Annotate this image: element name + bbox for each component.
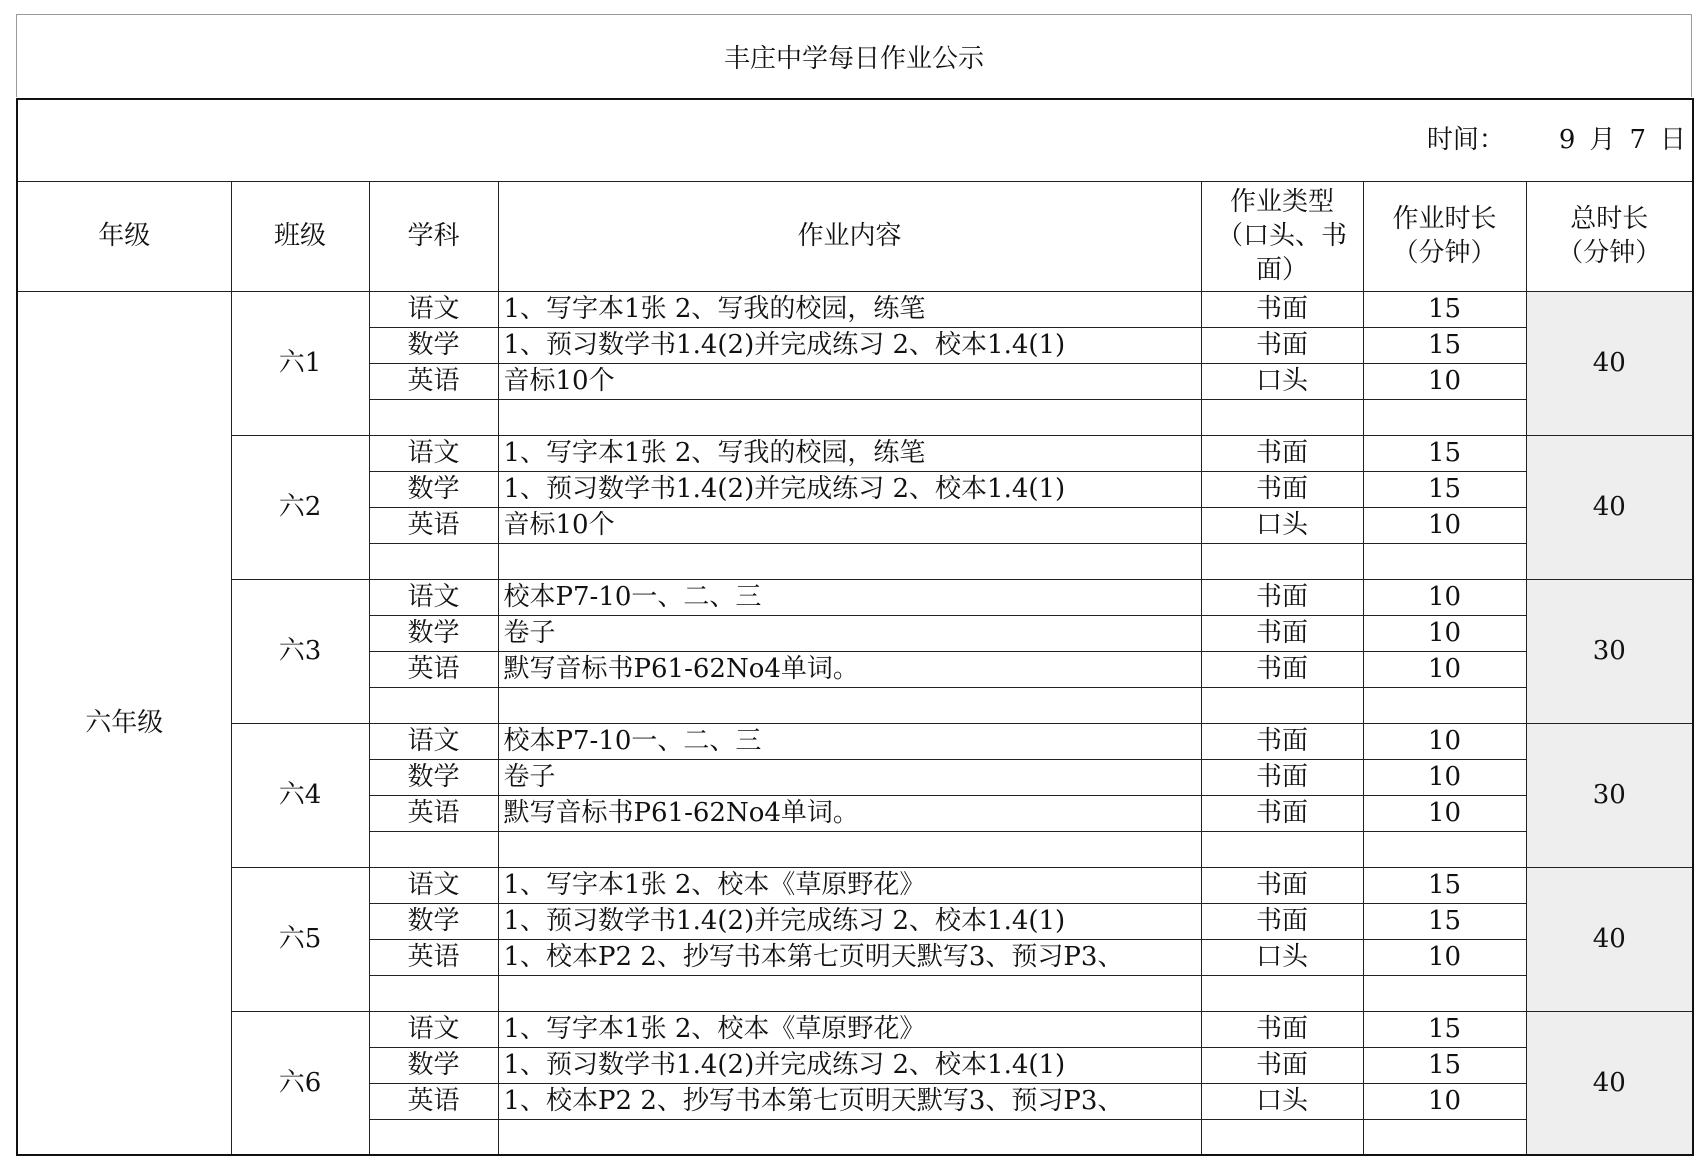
- duration-cell[interactable]: [1363, 831, 1526, 867]
- duration-cell[interactable]: 10: [1363, 1083, 1526, 1119]
- subject-cell[interactable]: 英语: [369, 1083, 498, 1119]
- content-cell[interactable]: 卷子: [498, 615, 1201, 651]
- header-total: 总时长（分钟）: [1526, 181, 1693, 291]
- duration-cell[interactable]: 10: [1363, 615, 1526, 651]
- type-cell[interactable]: 书面: [1201, 291, 1363, 327]
- total-cell[interactable]: 40: [1526, 1011, 1693, 1155]
- duration-cell[interactable]: 10: [1363, 795, 1526, 831]
- type-cell[interactable]: 书面: [1201, 471, 1363, 507]
- subject-cell[interactable]: [369, 975, 498, 1011]
- homework-table: [16, 98, 1694, 1156]
- duration-cell[interactable]: [1363, 1119, 1526, 1155]
- subject-cell[interactable]: 英语: [369, 939, 498, 975]
- date-day: 7: [1629, 125, 1647, 156]
- duration-cell[interactable]: 15: [1363, 327, 1526, 363]
- duration-cell[interactable]: 15: [1363, 867, 1526, 903]
- type-cell[interactable]: [1201, 1119, 1363, 1155]
- header-type: 作业类型（口头、书面）: [1201, 181, 1363, 291]
- type-cell[interactable]: 书面: [1201, 327, 1363, 363]
- total-cell[interactable]: 40: [1526, 291, 1693, 435]
- subject-cell[interactable]: 英语: [369, 795, 498, 831]
- content-cell[interactable]: [498, 975, 1201, 1011]
- date-label: 时间：: [1426, 125, 1505, 156]
- type-cell[interactable]: 书面: [1201, 615, 1363, 651]
- table-row: [17, 435, 1693, 471]
- header-class: 班级: [231, 181, 369, 291]
- content-cell[interactable]: [498, 687, 1201, 723]
- content-cell[interactable]: 1、写字本1张 2、写我的校园，练笔: [498, 291, 1201, 327]
- class-cell: 六4: [231, 723, 369, 867]
- type-cell[interactable]: 书面: [1201, 903, 1363, 939]
- subject-cell[interactable]: 英语: [369, 363, 498, 399]
- content-cell[interactable]: 1、预习数学书1.4(2)并完成练习 2、校本1.4(1): [498, 903, 1201, 939]
- content-cell[interactable]: 1、写字本1张 2、校本《草原野花》: [498, 867, 1201, 903]
- duration-cell[interactable]: 10: [1363, 507, 1526, 543]
- type-cell[interactable]: 书面: [1201, 723, 1363, 759]
- content-cell[interactable]: 音标10个: [498, 507, 1201, 543]
- subject-cell[interactable]: 数学: [369, 471, 498, 507]
- total-cell[interactable]: 40: [1526, 867, 1693, 1011]
- type-cell[interactable]: 书面: [1201, 867, 1363, 903]
- content-cell[interactable]: 1、预习数学书1.4(2)并完成练习 2、校本1.4(1): [498, 1047, 1201, 1083]
- class-cell: 六2: [231, 435, 369, 579]
- date-month-unit: 月: [1589, 125, 1616, 156]
- duration-cell[interactable]: 15: [1363, 471, 1526, 507]
- date-row: [17, 99, 1693, 181]
- content-cell[interactable]: 1、预习数学书1.4(2)并完成练习 2、校本1.4(1): [498, 471, 1201, 507]
- content-cell[interactable]: [498, 831, 1201, 867]
- content-cell[interactable]: 1、校本P2 2、抄写书本第七页明天默写3、预习P3、: [498, 1083, 1201, 1119]
- subject-cell[interactable]: 英语: [369, 507, 498, 543]
- content-cell[interactable]: 1、预习数学书1.4(2)并完成练习 2、校本1.4(1): [498, 327, 1201, 363]
- type-cell[interactable]: 书面: [1201, 1011, 1363, 1047]
- type-cell[interactable]: [1201, 687, 1363, 723]
- sheet-title: 丰庄中学每日作业公示: [16, 14, 1692, 97]
- class-cell: 六3: [231, 579, 369, 723]
- subject-cell[interactable]: 数学: [369, 327, 498, 363]
- duration-cell[interactable]: 10: [1363, 651, 1526, 687]
- content-cell[interactable]: 校本P7-10一、二、三: [498, 723, 1201, 759]
- duration-cell[interactable]: 15: [1363, 903, 1526, 939]
- header-subject: 学科: [369, 181, 498, 291]
- content-cell[interactable]: 1、写字本1张 2、校本《草原野花》: [498, 1011, 1201, 1047]
- date-cell: [17, 99, 1693, 181]
- class-cell: 六5: [231, 867, 369, 1011]
- subject-cell[interactable]: [369, 1119, 498, 1155]
- subject-cell[interactable]: [369, 831, 498, 867]
- content-cell[interactable]: 1、写字本1张 2、写我的校园，练笔: [498, 435, 1201, 471]
- table-row: [17, 723, 1693, 759]
- content-cell[interactable]: [498, 399, 1201, 435]
- class-cell: 六1: [231, 291, 369, 435]
- header-content: 作业内容: [498, 181, 1201, 291]
- type-cell[interactable]: 口头: [1201, 363, 1363, 399]
- type-cell[interactable]: 书面: [1201, 579, 1363, 615]
- subject-cell[interactable]: [369, 399, 498, 435]
- subject-cell[interactable]: 语文: [369, 291, 498, 327]
- content-cell[interactable]: 卷子: [498, 759, 1201, 795]
- subject-cell[interactable]: 数学: [369, 903, 498, 939]
- subject-cell[interactable]: 语文: [369, 1011, 498, 1047]
- header-grade: 年级: [17, 181, 231, 291]
- subject-cell[interactable]: 数学: [369, 1047, 498, 1083]
- type-cell[interactable]: 书面: [1201, 795, 1363, 831]
- subject-cell[interactable]: [369, 543, 498, 579]
- type-cell[interactable]: [1201, 975, 1363, 1011]
- spreadsheet: [16, 14, 1692, 1159]
- table-row: [17, 1011, 1693, 1047]
- content-cell[interactable]: 默写音标书P61-62No4单词。: [498, 795, 1201, 831]
- date-month: 9: [1558, 125, 1576, 156]
- subject-cell[interactable]: 数学: [369, 759, 498, 795]
- duration-cell[interactable]: 10: [1363, 939, 1526, 975]
- table-row: [17, 291, 1693, 327]
- duration-cell[interactable]: 10: [1363, 759, 1526, 795]
- duration-cell[interactable]: [1363, 975, 1526, 1011]
- content-cell[interactable]: 1、校本P2 2、抄写书本第七页明天默写3、预习P3、: [498, 939, 1201, 975]
- duration-cell[interactable]: 15: [1363, 1047, 1526, 1083]
- duration-cell[interactable]: 15: [1363, 1011, 1526, 1047]
- table-row: [17, 867, 1693, 903]
- type-cell[interactable]: [1201, 831, 1363, 867]
- type-cell[interactable]: 书面: [1201, 1047, 1363, 1083]
- type-cell[interactable]: 口头: [1201, 507, 1363, 543]
- duration-cell[interactable]: 10: [1363, 363, 1526, 399]
- header-row: [17, 181, 1693, 291]
- subject-cell[interactable]: 语文: [369, 867, 498, 903]
- subject-cell[interactable]: 英语: [369, 651, 498, 687]
- subject-cell[interactable]: 语文: [369, 579, 498, 615]
- type-cell[interactable]: 口头: [1201, 1083, 1363, 1119]
- duration-cell[interactable]: 15: [1363, 435, 1526, 471]
- header-duration: 作业时长（分钟）: [1363, 181, 1526, 291]
- type-cell[interactable]: 书面: [1201, 435, 1363, 471]
- duration-cell[interactable]: [1363, 543, 1526, 579]
- duration-cell[interactable]: [1363, 687, 1526, 723]
- duration-cell[interactable]: 10: [1363, 723, 1526, 759]
- table-row: [17, 579, 1693, 615]
- content-cell[interactable]: [498, 543, 1201, 579]
- type-cell[interactable]: [1201, 399, 1363, 435]
- duration-cell[interactable]: [1363, 399, 1526, 435]
- content-cell[interactable]: 默写音标书P61-62No4单词。: [498, 651, 1201, 687]
- grade-cell: 六年级: [17, 291, 231, 1155]
- subject-cell[interactable]: 数学: [369, 615, 498, 651]
- subject-cell[interactable]: 语文: [369, 723, 498, 759]
- duration-cell[interactable]: 10: [1363, 579, 1526, 615]
- subject-cell[interactable]: 语文: [369, 435, 498, 471]
- type-cell[interactable]: 口头: [1201, 939, 1363, 975]
- class-cell: 六6: [231, 1011, 369, 1155]
- total-cell[interactable]: 30: [1526, 579, 1693, 723]
- type-cell[interactable]: [1201, 543, 1363, 579]
- date-day-unit: 日: [1660, 125, 1687, 156]
- subject-cell[interactable]: [369, 687, 498, 723]
- content-cell[interactable]: 校本P7-10一、二、三: [498, 579, 1201, 615]
- type-cell[interactable]: 书面: [1201, 759, 1363, 795]
- type-cell[interactable]: 书面: [1201, 651, 1363, 687]
- total-cell[interactable]: 30: [1526, 723, 1693, 867]
- total-cell[interactable]: 40: [1526, 435, 1693, 579]
- duration-cell[interactable]: 15: [1363, 291, 1526, 327]
- content-cell[interactable]: 音标10个: [498, 363, 1201, 399]
- content-cell[interactable]: [498, 1119, 1201, 1155]
